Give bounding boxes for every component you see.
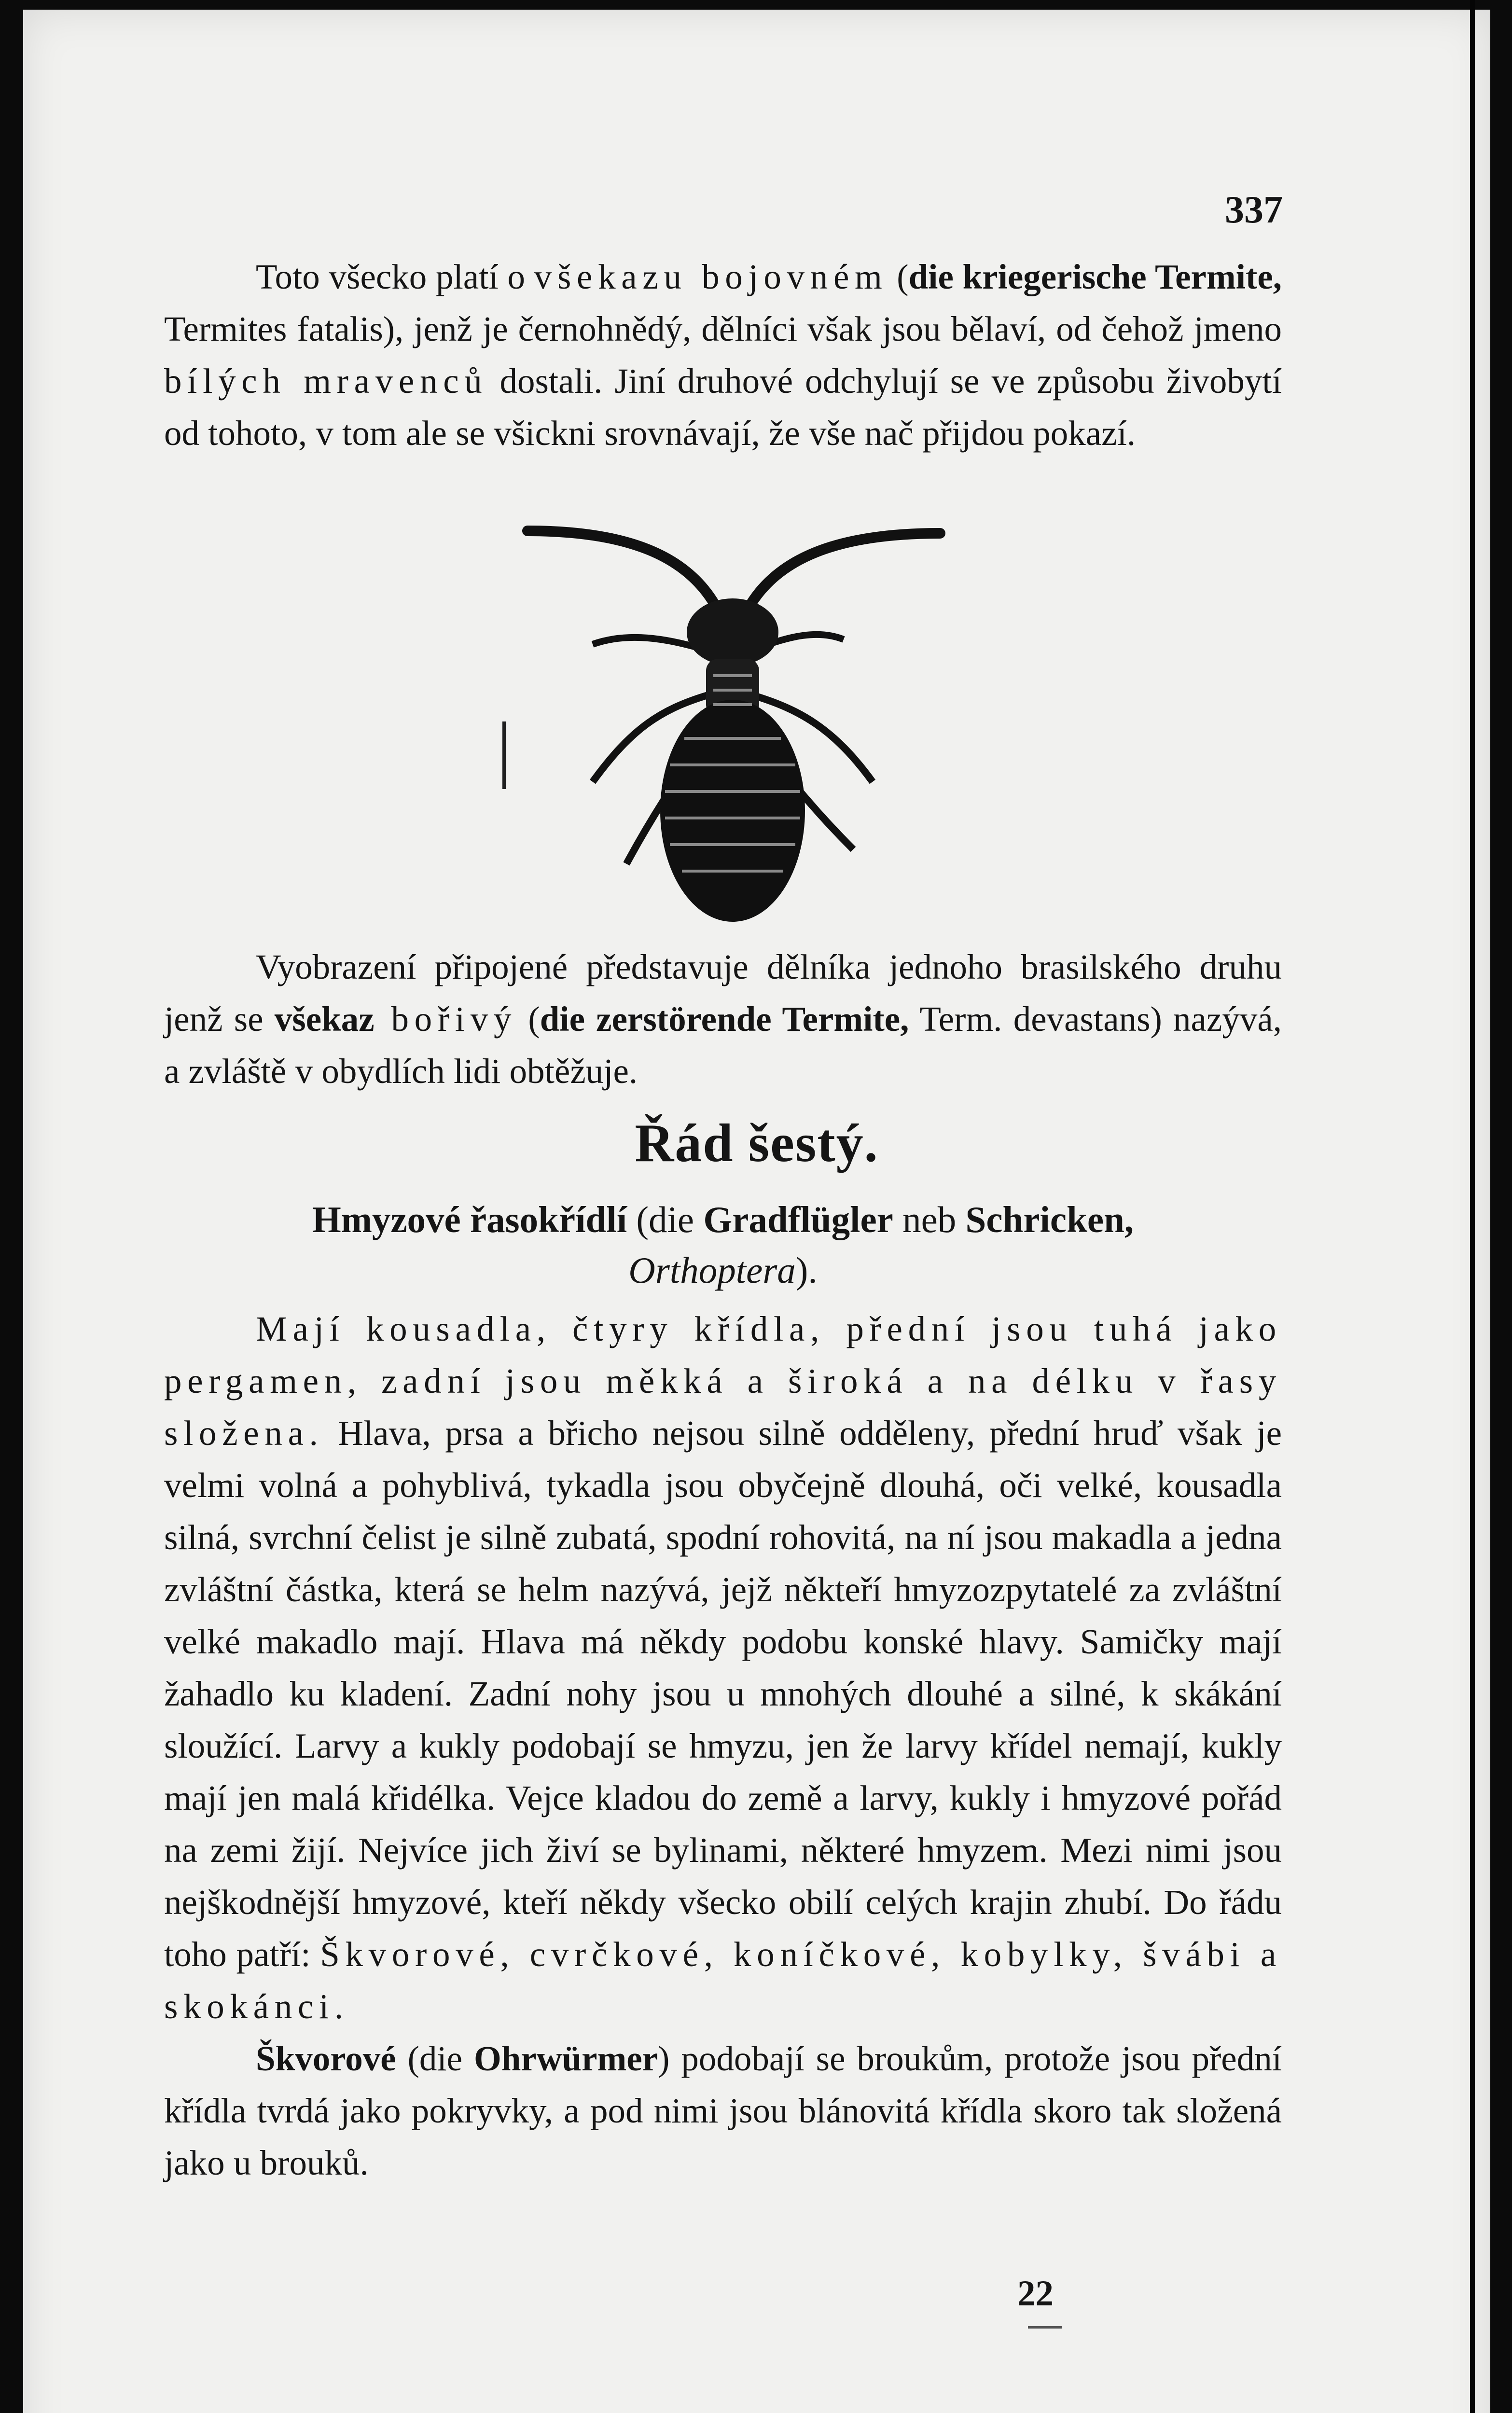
species-name: všekazu bojovném [534,257,888,296]
text-run: dostali. Jiní druhové odchylují se ve způsobu živobytí od tohoto, v tom ale se všickni srovnávají, že vše nač přijdou pokazí. [164,361,1282,453]
paragraph-termites-fatalis [164,251,1282,459]
signature-underline [1028,2326,1062,2329]
paragraph-figure-caption [164,941,1282,1097]
text-run: Termites fatalis), jenž je černohnědý, dělníci však jsou bělaví, od čehož jmeno [164,309,1282,348]
section-heading [164,1194,1282,1296]
text-run: Toto všecko platí o [256,257,534,296]
species-name-bold: všekaz [274,999,375,1039]
paragraph-orthoptera [164,1303,1282,2189]
heading-czech: Hmyzové řasokřídlí [312,1199,627,1240]
text-run: (die [396,2039,474,2078]
heading-german-1: Gradflügler [703,1199,893,1240]
german-name: die zerstörende Termite, [540,999,909,1039]
text-run: ( [888,257,909,296]
text-run: ) podobají se broukům, protože jsou přední křídla tvrdá jako pokryvky, a pod nimi jsou blánovitá křídla skoro tak složená jako u brouků. [164,2039,1282,2182]
heading-text: neb [893,1199,966,1240]
spaced-text: Mají kousadla, čtyry křídla, přední jsou tuhá jako pergamen, zadní jsou měkká a široká a na délku v řasy složena. [164,1309,1282,1453]
heading-german-2: Schricken, [965,1199,1134,1240]
text-run: Hlava, prsa a břicho nejsou silně odděleny, přední hruď však je velmi volná a pohyblivá, tykadla jsou obyčejně dlouhá, oči velké, kousadla silná, svrchní čelist je silně zubatá, spodní rohovitá, na ní jsou makadla a jedna zvláštní částka, která se helm nazývá, jejž někteří hmyzozpytatelé za zvláštní velké makadlo mají. Hlava má někdy podobu konské hlavy. Samičky mají žahadlo ku kladení. Zadní nohy jsou u mnohých dlouhé a silné, k skákání sloužící. Larvy a kukly podobají se hmyzu, jen že larvy křídel nemají, kukly mají jen malá křidélka. Vejce kladou do země a larvy, kukly i hmyzové pořád na zemi žijí. Nejvíce jich živí se bylinami, některé hmyzem. Mezi nimi jsou nejškodnější hmyzové, kteří někdy všecko obilí celých krajin zhubí. Do řádu toho patří: [164,1414,1282,1974]
text-run: ( [517,999,540,1039]
heading-text: (die [627,1199,704,1240]
heading-text: ). [795,1249,818,1291]
termite-icon [506,512,969,946]
printing-mark [502,721,506,789]
page-number: 337 [1225,189,1283,231]
spaced-text: Škvorové, cvrčkové, koníčkové, kobylky, švábi a skokánci. [164,1935,1282,2026]
text-run: Vyobrazení připojené představuje dělníka jednoho brasilského druhu jenž se [164,947,1282,1039]
species-name-spaced: bořivý [374,999,517,1039]
order-title: Řád šestý. [635,1113,879,1173]
termite-illustration [506,512,969,946]
text-run: Term. devastans) nazývá, a zvláště v obydlích lidi obtěžuje. [164,999,1282,1091]
heading-latin: Orthoptera [628,1249,796,1291]
german-name: die kriegerische Termite, [908,257,1282,296]
term-bold: Škvorové [256,2039,396,2078]
signature-mark: 22 [1017,2274,1054,2314]
page-edge-shadow [1470,0,1475,2413]
common-name: bílých mravenců [164,361,488,401]
german-name: Ohrwürmer [473,2039,658,2078]
book-page [23,10,1490,2413]
